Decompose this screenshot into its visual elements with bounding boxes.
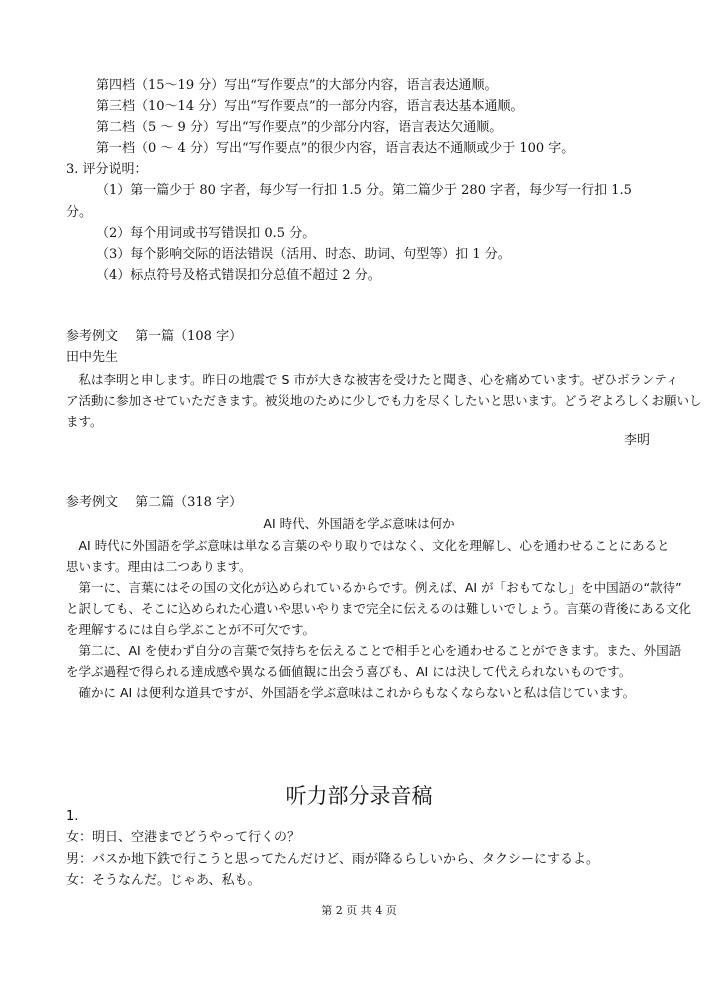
listening-section-title: 听力部分录音稿 xyxy=(285,784,433,808)
sample1-heading: 参考例文 第一篇（108 字） xyxy=(66,329,243,344)
scoring-note-1: （1）第一篇少于 80 字者，每少写一行扣 1.5 分。第二篇少于 280 字者，每少写一行扣 1.5 xyxy=(96,183,632,198)
grading-band-3: 第三档（10～14 分）写出“写作要点”的一部分内容，语言表达基本通顺。 xyxy=(96,99,524,114)
sample1-addressee: 田中先生 xyxy=(66,350,119,365)
dialogue-line: 女：そうなんだ。じゃあ、私も。 xyxy=(66,873,261,888)
page-number-footer: 第 2 页 共 4 页 xyxy=(321,904,397,917)
listening-item-number: 1. xyxy=(66,809,79,824)
grading-band-1: 第一档（0 ～ 4 分）写出“写作要点”的很少内容，语言表达不通顺或少于 100 字。 xyxy=(96,141,575,156)
scoring-notes-heading: 3. 评分说明： xyxy=(66,162,148,177)
sample2-line: AI 時代に外国語を学ぶ意味は単なる言葉のやり取りではなく、文化を理解し、心を通わせることにあると xyxy=(66,538,670,553)
sample1-body-line-1: 私は李明と申します。昨日の地震で S 市が大きな被害を受けたと聞き、心を痛めています。ぜひボランティ xyxy=(66,372,679,387)
dialogue-line: 女：明日、空港までどうやって行くの？ xyxy=(66,830,301,845)
sample2-line: を学ぶ過程で得られる達成感や異なる価値観に出会う喜びも、AI には決して代えられないものです。 xyxy=(66,664,632,679)
grading-band-4: 第四档（15～19 分）写出“写作要点”的大部分内容，语言表达通顺。 xyxy=(96,78,498,93)
sample1-signature: 李明 xyxy=(623,433,650,448)
sample2-line: 思います。理由は二つあります。 xyxy=(66,559,252,574)
sample2-line: 確かに AI は便利な道具ですが、外国語を学ぶ意味はこれからもなくならないと私は信じています。 xyxy=(66,685,636,700)
sample2-line: と訳しても、そこに込められた心遣いや思いやりまで完全に伝えるのは難しいでしょう。言葉の背後にある文化 xyxy=(66,601,692,616)
sample2-title: AI 時代、外国語を学ぶ意味は何か xyxy=(263,516,455,531)
dialogue-line: 男：バスか地下鉄で行こうと思ってたんだけど、雨が降るらしいから、タクシーにするよ。 xyxy=(66,852,600,867)
sample2-line: 第二に、AI を使わず自分の言葉で気持ちを伝えることで相手と心を通わせることができます。また、外国語 xyxy=(66,643,682,658)
scoring-note-2: （2）每个用词或书写错误扣 0.5 分。 xyxy=(96,226,316,241)
scoring-note-3: （3）每个影响交际的语法错误（活用、时态、助词、句型等）扣 1 分。 xyxy=(96,247,511,262)
sample2-line: 第一に、言葉にはその国の文化が込められているからです。例えば、AI が「おもてなし」を中国語の“款待” xyxy=(66,580,682,595)
scoring-note-1-cont: 分。 xyxy=(66,205,93,220)
scoring-note-4: （4）标点符号及格式错误扣分总值不超过 2 分。 xyxy=(96,268,381,283)
grading-band-2: 第二档（5 ～ 9 分）写出“写作要点”的少部分内容，语言表达欠通顺。 xyxy=(96,120,503,135)
sample2-heading: 参考例文 第二篇（318 字） xyxy=(66,495,243,510)
sample1-body-line-3: ます。 xyxy=(66,414,103,429)
sample1-body-line-2: ア活動に参加させていただきます。被災地のために少しでも力を尽くしたいと思います。どうぞよろしくお願いし xyxy=(66,393,702,408)
sample2-line: を理解するには自ら学ぶことが不可欠です。 xyxy=(66,622,316,637)
